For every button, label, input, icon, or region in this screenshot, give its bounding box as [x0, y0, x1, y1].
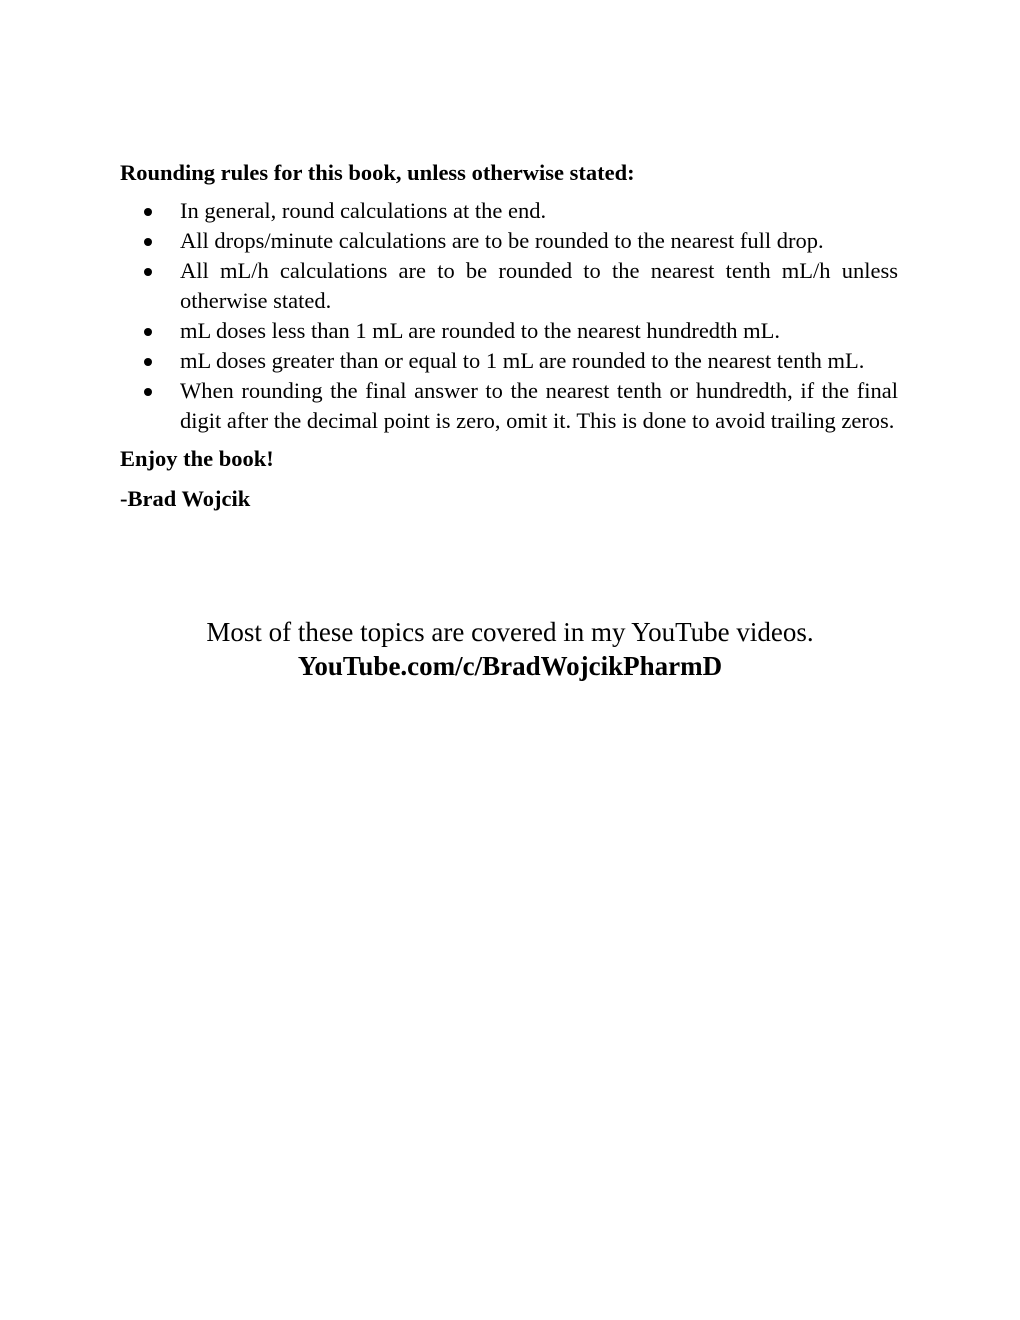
- bullet-icon: [144, 328, 152, 336]
- author-signature: -Brad Wojcik: [120, 486, 251, 511]
- list-item: [120, 346, 898, 376]
- document-body: [120, 158, 898, 524]
- rule-text: All mL/h calculations are to be rounded to the nearest tenth mL/h unless otherwise stated.: [180, 258, 898, 313]
- promo-text: Most of these topics are covered in my YouTube videos.: [206, 617, 814, 647]
- list-item: [120, 316, 898, 346]
- rounding-rules-list: [120, 196, 898, 436]
- closing-line: Enjoy the book!: [120, 446, 274, 471]
- rule-text: When rounding the final answer to the nearest tenth or hundredth, if the final digit after the decimal point is zero, omit it. This is done to avoid trailing zeros.: [180, 378, 898, 433]
- rounding-rules-heading: Rounding rules for this book, unless otherwise stated:: [120, 160, 635, 185]
- list-item: [120, 196, 898, 226]
- list-item: [120, 376, 898, 436]
- list-item: [120, 226, 898, 256]
- bullet-icon: [144, 208, 152, 216]
- youtube-link[interactable]: YouTube.com/c/BradWojcikPharmD: [297, 651, 723, 681]
- rule-text: In general, round calculations at the end.: [180, 198, 547, 223]
- rule-text: mL doses greater than or equal to 1 mL are rounded to the nearest tenth mL.: [180, 348, 865, 373]
- youtube-promo: [0, 615, 1020, 683]
- rule-text: All drops/minute calculations are to be rounded to the nearest full drop.: [180, 228, 824, 253]
- bullet-icon: [144, 358, 152, 366]
- bullet-icon: [144, 388, 152, 396]
- bullet-icon: [144, 238, 152, 246]
- rule-text: mL doses less than 1 mL are rounded to the nearest hundredth mL.: [180, 318, 781, 343]
- bullet-icon: [144, 268, 152, 276]
- list-item: [120, 256, 898, 316]
